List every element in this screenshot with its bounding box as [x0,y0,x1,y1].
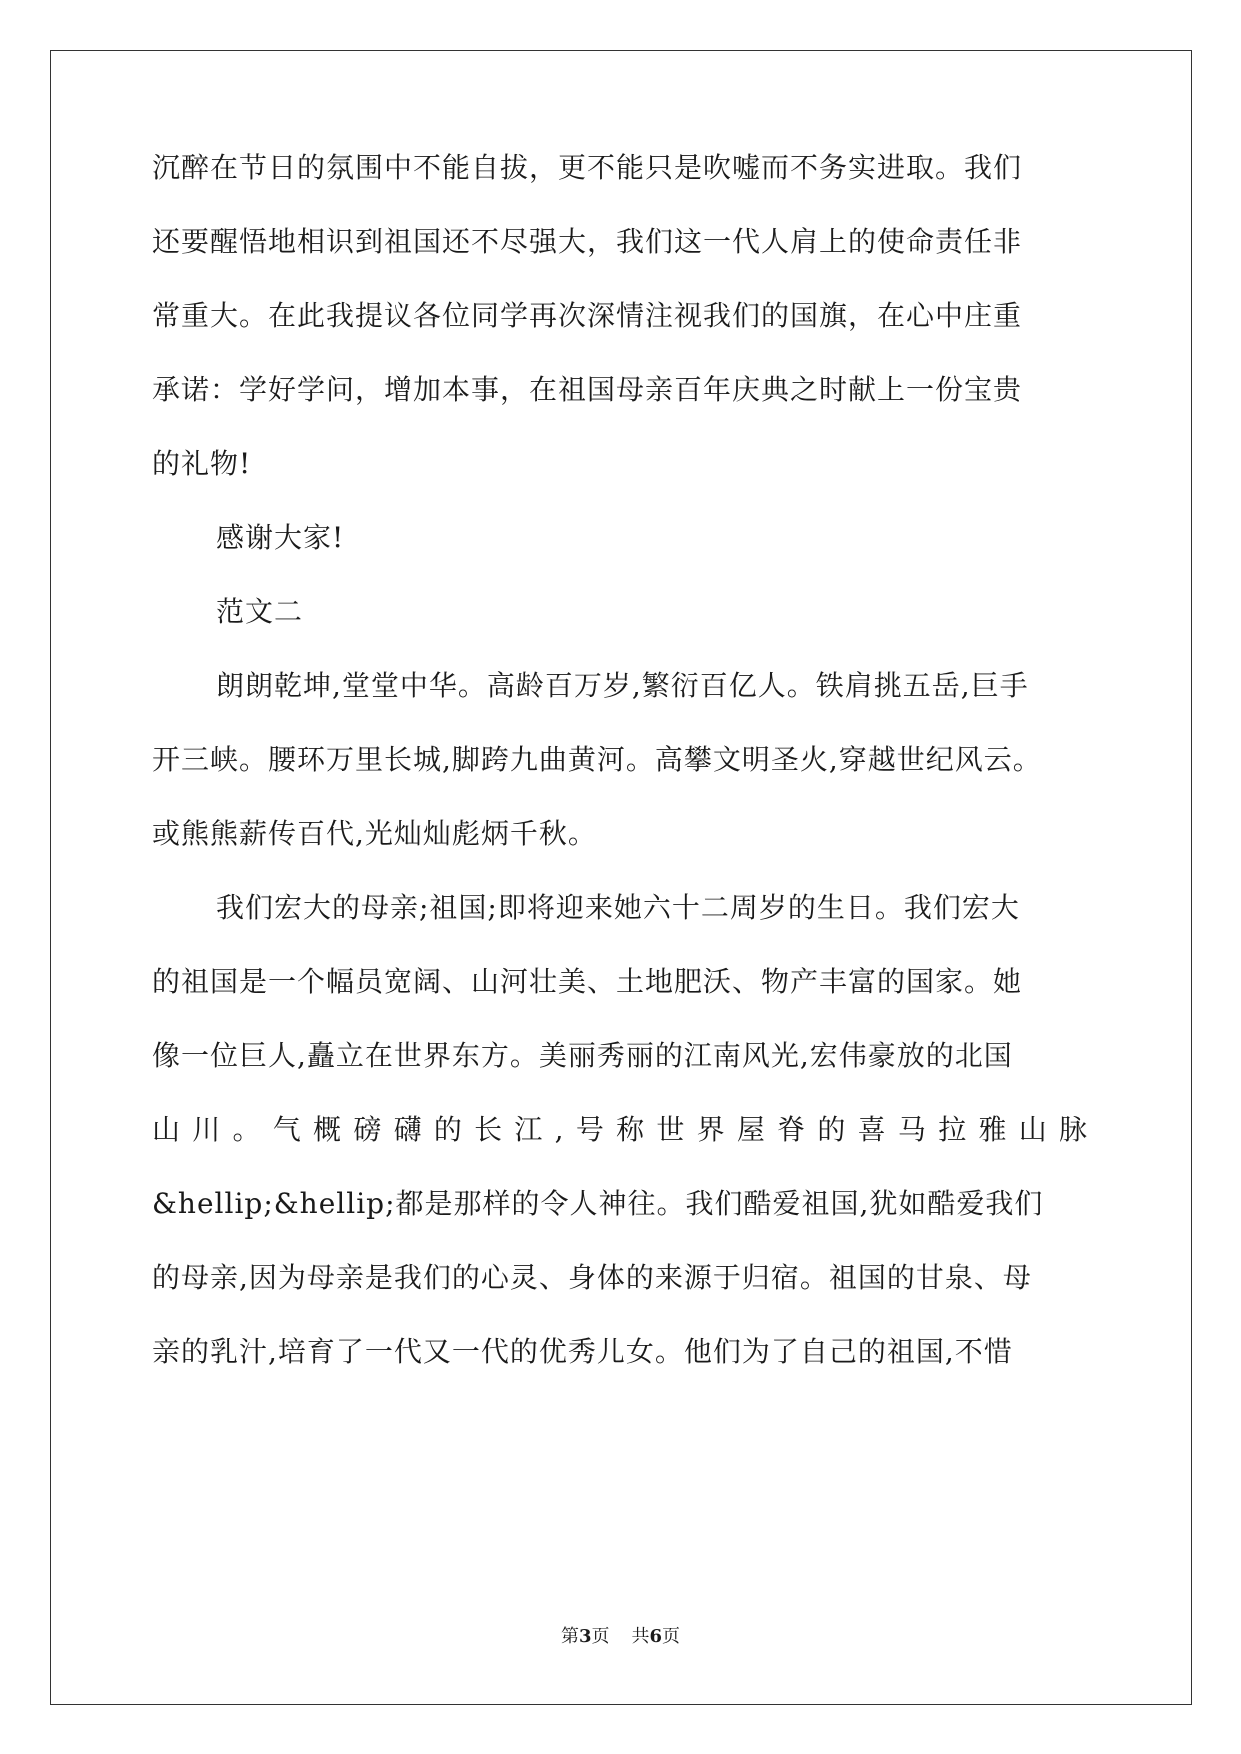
page-current: 3 [578,1626,592,1647]
total-prefix: 共 [631,1626,650,1647]
body-line-8: 朗朗乾坤,堂堂中华。高龄百万岁,繁衍百亿人。铁肩挑五岳,巨手 [216,669,1029,702]
body-line-12: 的祖国是一个幅员宽阔、山河壮美、土地肥沃、物产丰富的国家。她 [152,965,1023,998]
body-line-3: 常重大。在此我提议各位同学再次深情注视我们的国旗，在心中庄重 [152,299,1023,332]
body-line-9: 开三峡。腰环万里长城,脚跨九曲黄河。高攀文明圣火,穿越世纪风云。 [152,743,1042,776]
body-line-5: 的礼物! [152,447,252,480]
page-suffix: 页 [591,1626,610,1647]
body-line-10: 或熊熊薪传百代,光灿灿彪炳千秋。 [152,817,597,850]
body-line-2: 还要醒悟地相识到祖国还不尽强大，我们这一代人肩上的使命责任非 [152,225,1023,258]
body-line-13: 像一位巨人,矗立在世界东方。美丽秀丽的江南风光,宏伟豪放的北国 [152,1039,1013,1072]
page-total: 6 [649,1626,663,1647]
page-footer [0,1622,1241,1648]
body-line-15: &hellip;&hellip;都是那样的令人神往。我们酷爱祖国,犹如酷爱我们 [152,1187,1044,1220]
body-line-1: 沉醉在节日的氛围中不能自拔，更不能只是吹嘘而不务实进取。我们 [152,151,1023,184]
section-heading: 范文二 [216,595,304,628]
page-prefix: 第 [560,1626,579,1647]
body-line-16: 的母亲,因为母亲是我们的心灵、身体的来源于归宿。祖国的甘泉、母 [152,1261,1032,1294]
body-line-4: 承诺：学好学问，增加本事，在祖国母亲百年庆典之时献上一份宝贵 [152,373,1023,406]
body-line-11: 我们宏大的母亲;祖国;即将迎来她六十二周岁的生日。我们宏大 [216,891,1020,924]
body-line-17: 亲的乳汁,培育了一代又一代的优秀儿女。他们为了自己的祖国,不惜 [152,1335,1013,1368]
total-suffix: 页 [662,1626,681,1647]
thanks-line: 感谢大家! [216,521,345,554]
body-line-14: 山川。气概磅礴的长江,号称世界屋脊的喜马拉雅山脉 [152,1113,1087,1146]
